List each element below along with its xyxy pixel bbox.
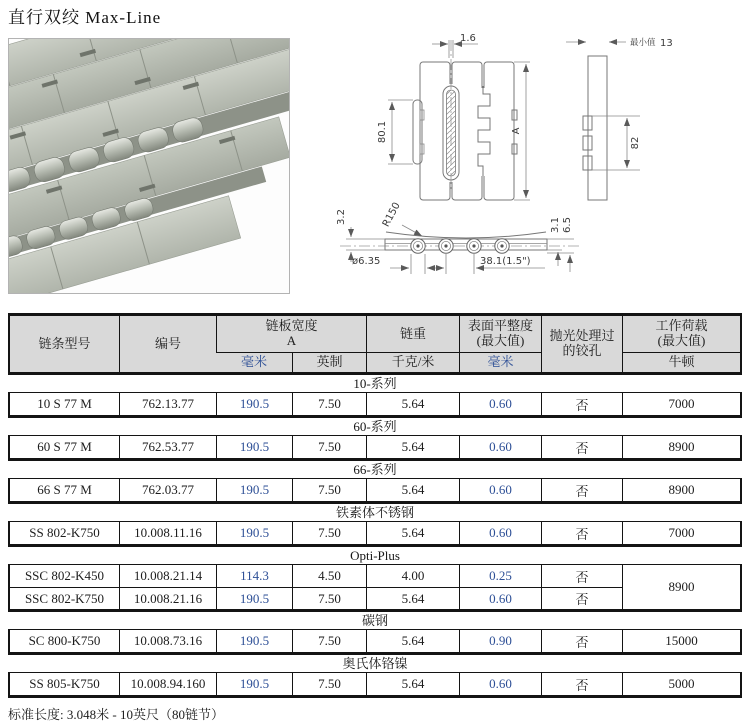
- table-header: [8, 313, 742, 375]
- dim-pin-span: 82: [630, 136, 641, 150]
- cell-width_mm: 190.5: [216, 630, 292, 652]
- cell-width_mm: 190.5: [216, 436, 292, 458]
- cell-flatness: 0.90: [459, 630, 541, 652]
- elevation-view: [336, 201, 580, 274]
- cell-weight: 5.64: [366, 436, 459, 458]
- cell-width_inch: 7.50: [292, 479, 366, 501]
- dim-radius: R150: [380, 200, 403, 229]
- section-label: 铁素体不锈钢: [335, 505, 414, 520]
- cell-flatness: 0.60: [459, 436, 541, 458]
- cell-code: 762.13.77: [119, 393, 216, 415]
- dim-min-value: 13: [660, 38, 673, 49]
- header-flatness-group: 表面平整度(最大值): [459, 316, 541, 352]
- dim-hinge-span: 80.1: [377, 120, 388, 144]
- plan-view: [377, 33, 530, 200]
- cell-flatness: 0.60: [459, 393, 541, 415]
- cell-code: 762.03.77: [119, 479, 216, 501]
- dim-offset-top: 3.1: [550, 217, 561, 233]
- cell-flatness: 0.60: [459, 479, 541, 501]
- cell-weight: 5.64: [366, 393, 459, 415]
- table-band: [8, 629, 742, 655]
- cell-code: 10.008.11.16: [119, 522, 216, 544]
- cell-width_mm: 190.5: [216, 587, 292, 609]
- table-band: [8, 435, 742, 461]
- cell-flatness: 0.25: [459, 565, 541, 587]
- header-flatness-unit: 毫米: [459, 352, 541, 372]
- cell-weight: 5.64: [366, 673, 459, 695]
- section-label: Opti-Plus: [350, 548, 400, 563]
- spec-table: [8, 313, 742, 698]
- cell-code: 10.008.73.16: [119, 630, 216, 652]
- cell-flatness: 0.60: [459, 522, 541, 544]
- cell-polished: 否: [541, 436, 622, 458]
- cell-load: 8900: [622, 565, 740, 609]
- cell-width_inch: 7.50: [292, 436, 366, 458]
- cell-width_inch: 7.50: [292, 673, 366, 695]
- cell-code: 10.008.94.160: [119, 673, 216, 695]
- cell-weight: 5.64: [366, 587, 459, 609]
- table-band: [8, 672, 742, 698]
- header-width-line2: A: [286, 333, 297, 348]
- side-section-view: [566, 37, 673, 200]
- header-code: 编号: [119, 316, 216, 372]
- cell-width_mm: 190.5: [216, 393, 292, 415]
- cell-weight: 4.00: [366, 565, 459, 587]
- technical-drawing: [330, 26, 750, 302]
- section-label: 奥氏体铬镍: [342, 656, 408, 671]
- header-model: 链条型号: [38, 335, 91, 351]
- cell-load: 15000: [622, 630, 740, 652]
- cell-model: SC 800-K750: [28, 633, 101, 648]
- cell-polished: 否: [541, 587, 622, 609]
- cell-width_mm: 114.3: [216, 565, 292, 587]
- cell-polished: 否: [541, 479, 622, 501]
- header-polished: 抛光处理过的铰孔: [541, 316, 622, 372]
- cell-model: 66 S 77 M: [37, 482, 92, 497]
- dim-pitch: 38.1(1.5"): [480, 256, 531, 267]
- cell-width_inch: 7.50: [292, 393, 366, 415]
- product-photo: [8, 38, 290, 294]
- section-label: 60-系列: [353, 419, 397, 434]
- table-band: [8, 521, 742, 547]
- cell-weight: 5.64: [366, 630, 459, 652]
- cell-code: 762.53.77: [119, 436, 216, 458]
- cell-flatness: 0.60: [459, 673, 541, 695]
- header-load-unit: 牛顿: [622, 352, 740, 372]
- cell-width_mm: 190.5: [216, 673, 292, 695]
- cell-width_inch: 7.50: [292, 630, 366, 652]
- cell-weight: 5.64: [366, 479, 459, 501]
- dim-thickness: 3.2: [336, 209, 347, 225]
- cell-polished: 否: [541, 673, 622, 695]
- cell-load: 5000: [622, 673, 740, 695]
- cell-model: 10 S 77 M: [37, 396, 92, 411]
- cell-model: SSC 802-K750: [10, 587, 119, 609]
- cell-load: 8900: [622, 479, 740, 501]
- section-label: 碳钢: [361, 613, 388, 628]
- cell-width_inch: 4.50: [292, 565, 366, 587]
- cell-polished: 否: [541, 630, 622, 652]
- page-title: 直行双绞 Max-Line: [8, 8, 162, 27]
- chain-photo-illustration: [9, 39, 289, 293]
- dim-pin-diameter: ø6.35: [352, 256, 381, 267]
- section-label: 66-系列: [353, 462, 397, 477]
- cell-load: 8900: [622, 436, 740, 458]
- cell-polished: 否: [541, 393, 622, 415]
- dim-offset-bottom: 6.5: [562, 217, 573, 233]
- dim-min-label: 最小值: [630, 38, 656, 48]
- dim-gap: 1.6: [460, 33, 476, 44]
- cell-model: 60 S 77 M: [37, 439, 92, 454]
- header-load-group: [622, 316, 740, 352]
- header-width-line1: 链板宽度: [265, 318, 318, 334]
- header-load-line2: (最大值): [657, 333, 706, 348]
- footer-note: 标准长度: 3.048米 - 10英尺（80链节）: [8, 707, 224, 722]
- table-band: [8, 478, 742, 504]
- section-label: 10-系列: [353, 376, 397, 391]
- header-weight-unit: 千克/米: [366, 352, 459, 372]
- dim-plate-width: A: [511, 127, 522, 135]
- cell-load: 7000: [622, 393, 740, 415]
- cell-model: SSC 802-K450: [24, 568, 105, 583]
- cell-weight: 5.64: [366, 522, 459, 544]
- cell-load: 7000: [622, 522, 740, 544]
- spec-table-body: [8, 375, 742, 698]
- table-band: [8, 392, 742, 418]
- header-weight-group: 链重: [366, 316, 459, 352]
- table-band: [8, 564, 742, 612]
- cell-model: SS 802-K750: [29, 525, 100, 540]
- header-width-mm: 毫米: [216, 352, 292, 372]
- cell-width_mm: 190.5: [216, 479, 292, 501]
- cell-code: 10.008.21.16: [119, 587, 216, 609]
- header-width-group: [216, 316, 366, 352]
- cell-code: 10.008.21.14: [119, 565, 216, 587]
- cell-polished: 否: [541, 565, 622, 587]
- header-width-inch: 英制: [292, 352, 366, 372]
- header-load-line1: 工作荷载: [655, 318, 708, 334]
- cell-width_mm: 190.5: [216, 522, 292, 544]
- cell-width_inch: 7.50: [292, 587, 366, 609]
- cell-width_inch: 7.50: [292, 522, 366, 544]
- cell-flatness: 0.60: [459, 587, 541, 609]
- cell-model: SS 805-K750: [29, 676, 100, 691]
- cell-polished: 否: [541, 522, 622, 544]
